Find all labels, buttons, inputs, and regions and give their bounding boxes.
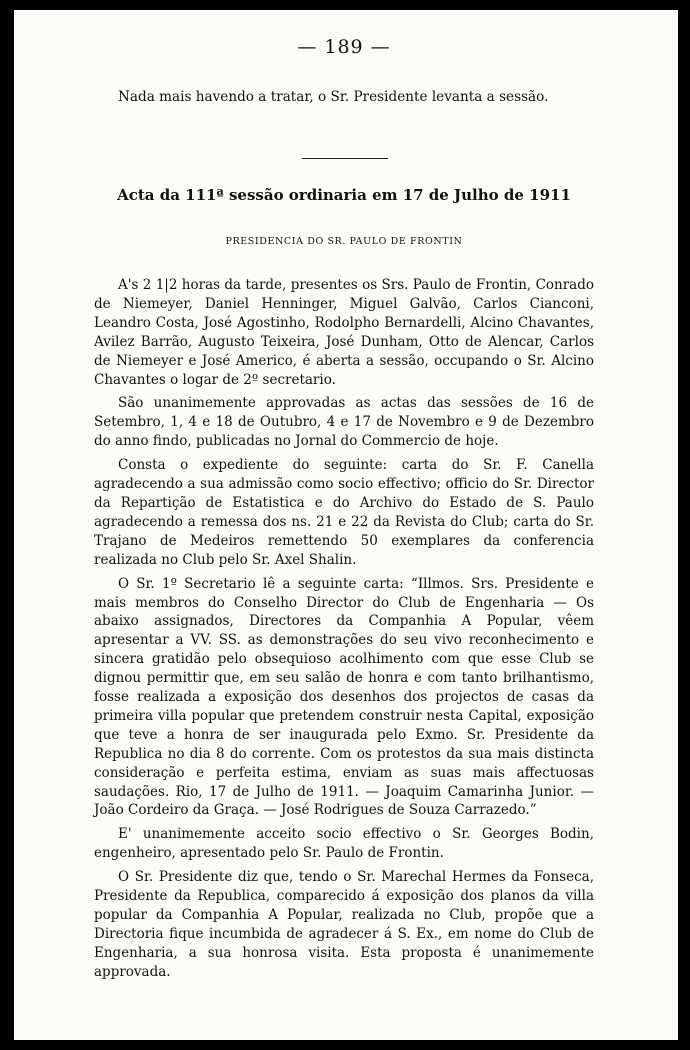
book-page (14, 10, 678, 1040)
letter-paragraph: O Sr. 1º Secretario lê a seguinte carta: “Illmos. Srs. Presidente e mais membros do Conselho Director do Club de Engenharia — Os abaixo assignados, Directores da Companhia A Popular, vêem apresentar a VV. SS. as demonstrações do seu vivo reconhecimento e sincera gratidão pelo obsequioso acolhimento com que esse Club se dignou permittir que, em seu salão de honra e com tanto brilhantismo, fosse realizada a exposição dos desenhos dos projectos de casas da primeira villa popular que pretendem construir nesta Capital, exposição que teve a honra de ser inaugurada pelo Exmo. Sr. Presidente da Republica no dia 8 do corrente. Com os protestos da sua mais distincta consideração e perfeita estima, enviam as suas mais affectuosas saudações. Rio, 17 de Julho de 1911. — Joaquim Camarinha Junior. — João Cordeiro da Graça. — José Rodrigues de Souza Carrazedo.” (94, 575, 594, 819)
president-proposal-paragraph: O Sr. Presidente diz que, tendo o Sr. Marechal Hermes da Fonseca, Presidente da Republica, comparecido á exposição dos planos da villa popular da Companhia A Popular, realizada no Club, propõe que a Directoria fique incumbida de agradecer á S. Ex., em nome do Club de Engenharia, a sua honrosa visita. Esta proposta é unanimemente approvada. (94, 869, 594, 980)
page-number: — 189 — (297, 36, 391, 58)
presidency-subtitle: PRESIDENCIA DO SR. PAULO DE FRONTIN (225, 236, 463, 247)
minutes-approval-paragraph: São unanimemente approvadas as actas das sessões de 16 de Setembro, 1, 4 e 18 de Outubro, 4 e 17 de Novembro e 9 de Dezembro do anno findo, publicadas no Jornal do Commercio de hoje. (94, 395, 594, 450)
section-divider (302, 158, 388, 159)
attendance-paragraph: A's 2 1|2 horas da tarde, presentes os Srs. Paulo de Frontin, Conrado de Niemeyer, Daniel Henninger, Miguel Galvão, Carlos Cianconi, Leandro Costa, José Agostinho, Rodolpho Bernardelli, Alcino Chavantes, Avilez Barrão, Augusto Teixeira, José Dunham, Otto de Alencar, Carlos de Niemeyer e José Americo, é aberta a sessão, occupando o Sr. Alcino Chavantes o logar de 2º secretario. (94, 277, 594, 388)
closing-paragraph: Nada mais havendo a tratar, o Sr. Presidente levanta a sessão. (118, 89, 549, 105)
correspondence-paragraph: Consta o expediente do seguinte: carta do Sr. F. Canella agradecendo a sua admissão como socio effectivo; officio do Sr. Director da Repartição de Estatistica e do Archivo do Estado de S. Paulo agradecendo a remessa dos ns. 21 e 22 da Revista do Club; carta do Sr. Trajano de Medeiros remettendo 50 exemplares da conferencia realizada no Club pelo Sr. Axel Shalin. (94, 457, 594, 568)
new-member-paragraph: E' unanimemente acceito socio effectivo o Sr. Georges Bodin, engenheiro, apresentado pelo Sr. Paulo de Frontin. (94, 826, 594, 862)
session-title: Acta da 111ª sessão ordinaria em 17 de Julho de 1911 (117, 186, 571, 204)
minutes-body (94, 276, 594, 987)
